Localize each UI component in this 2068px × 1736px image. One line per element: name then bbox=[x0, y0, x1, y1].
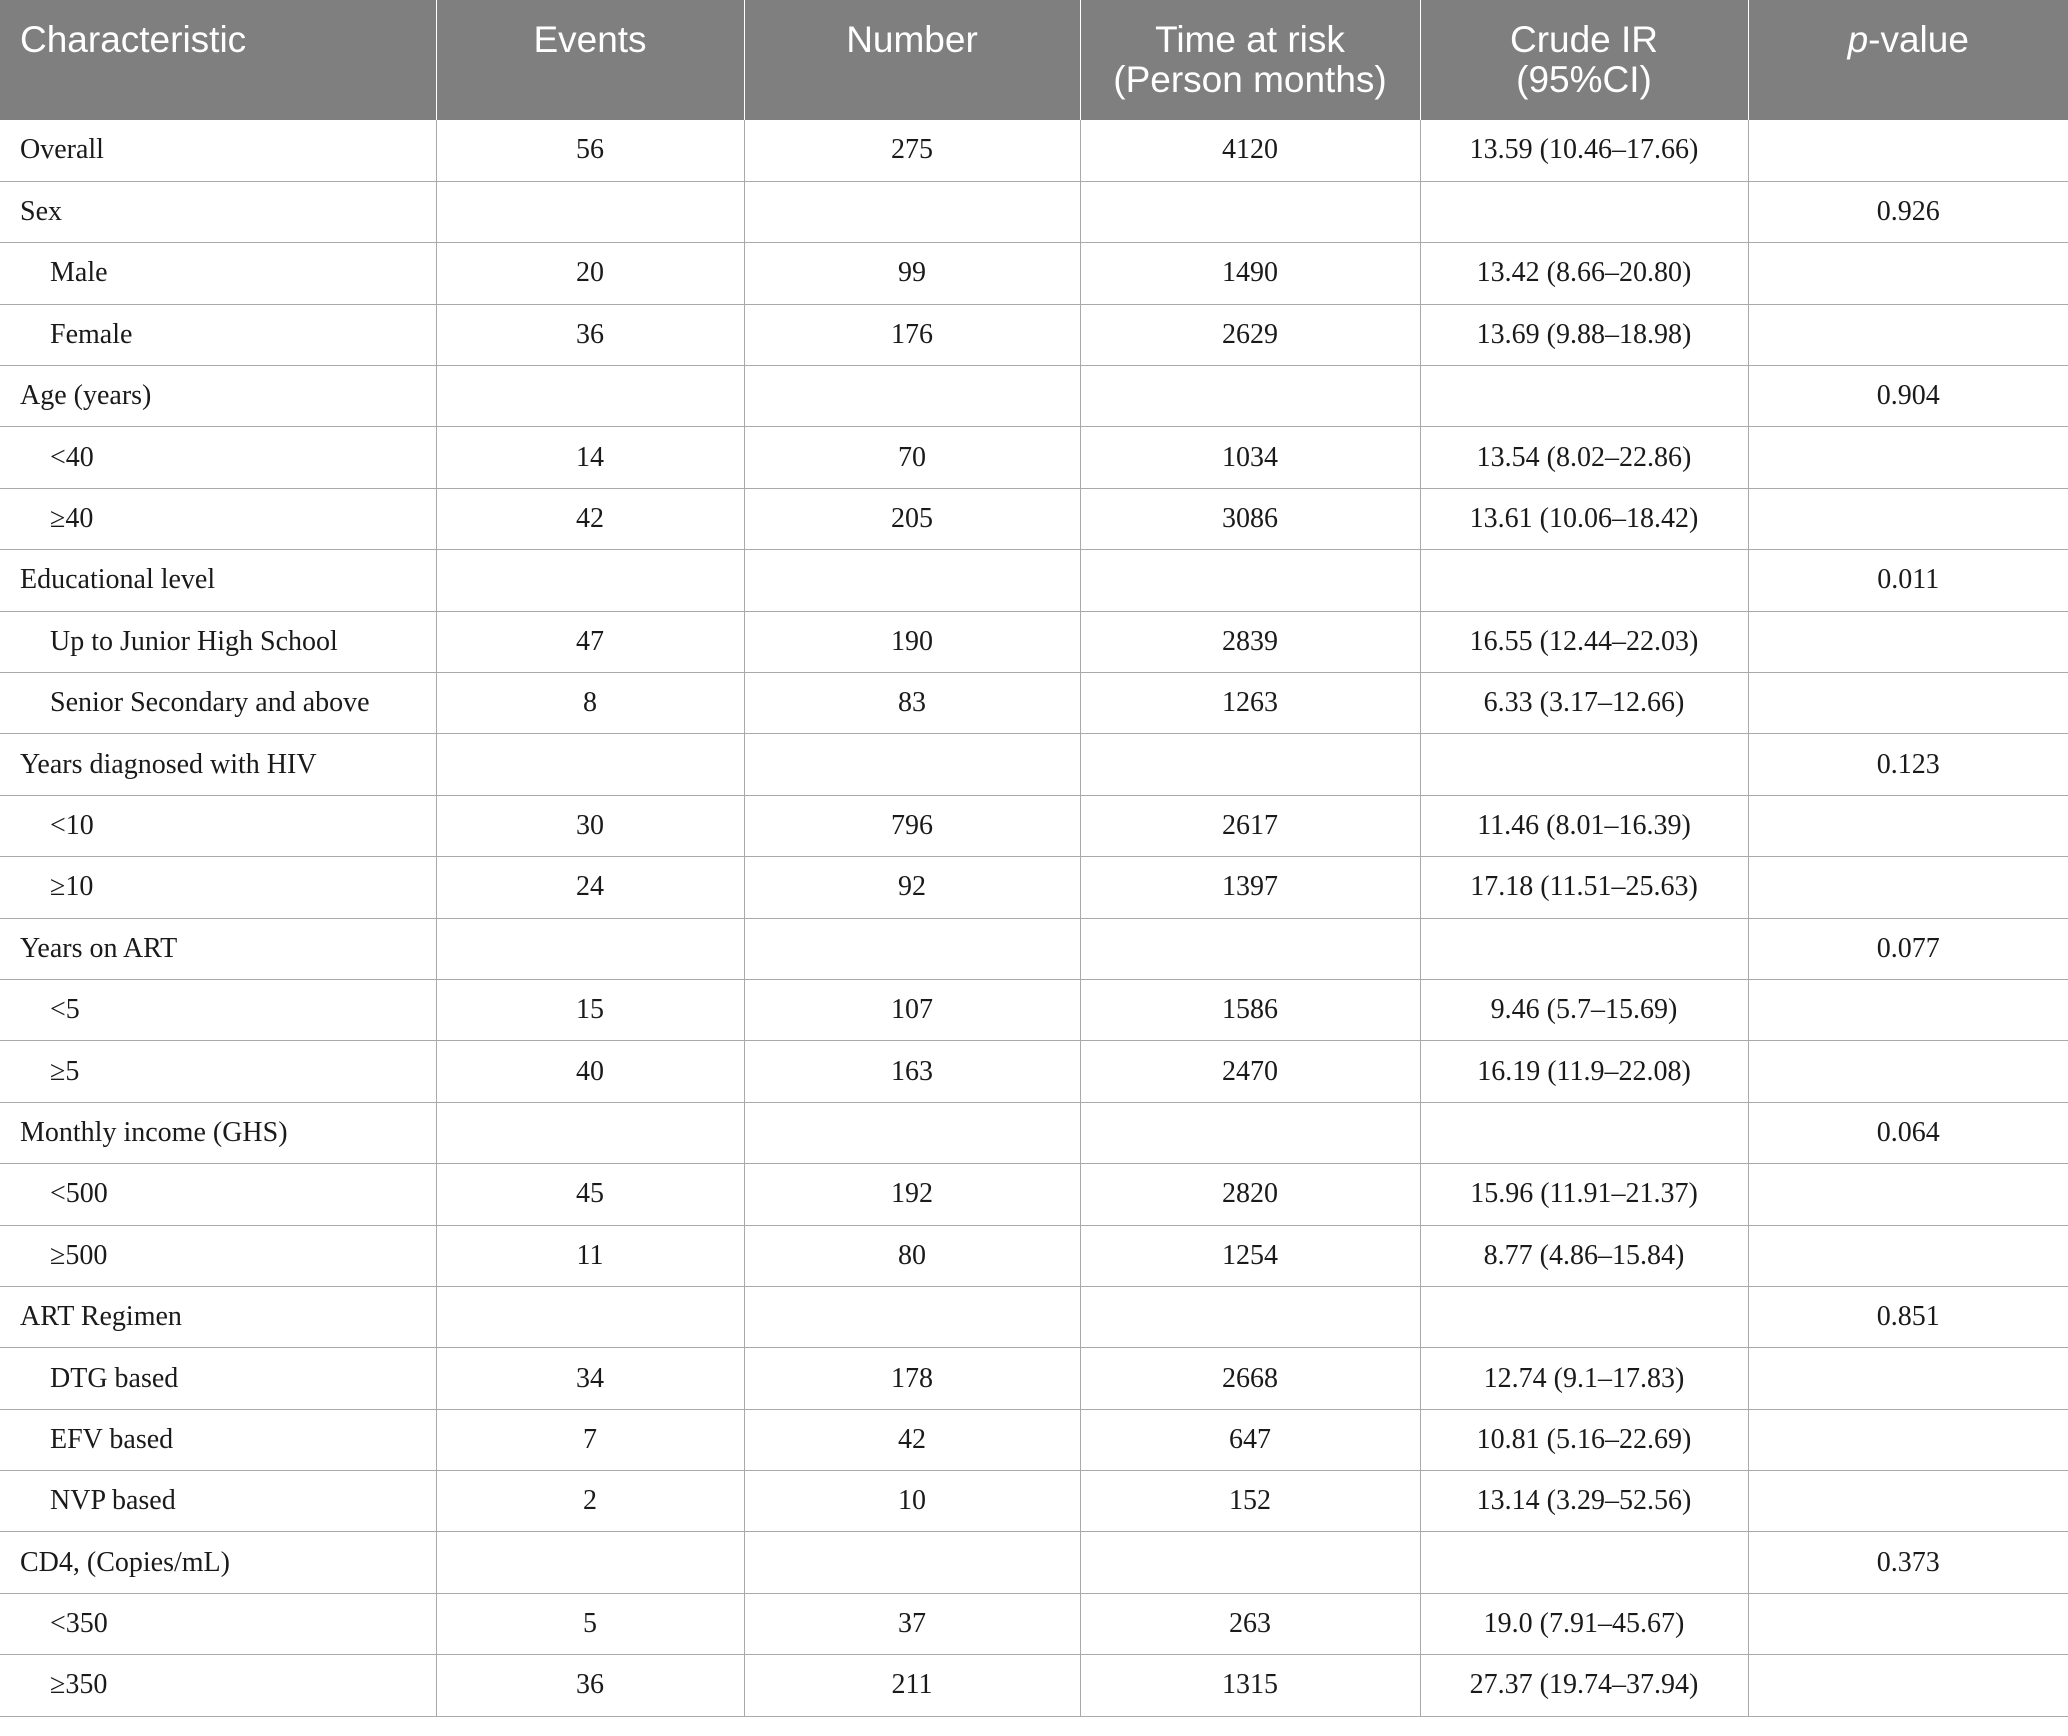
events-cell bbox=[436, 734, 744, 795]
row-label: ≥350 bbox=[0, 1655, 436, 1716]
table-row bbox=[0, 673, 2068, 734]
p-value-cell: 0.064 bbox=[1748, 1102, 2068, 1163]
row-label: <500 bbox=[0, 1164, 436, 1225]
row-label: EFV based bbox=[0, 1409, 436, 1470]
number-cell: 80 bbox=[744, 1225, 1080, 1286]
table-row bbox=[0, 1409, 2068, 1470]
crude-ir-cell: 13.61 (10.06–18.42) bbox=[1420, 488, 1748, 549]
table-row bbox=[0, 1286, 2068, 1347]
number-cell: 163 bbox=[744, 1041, 1080, 1102]
table-header bbox=[0, 0, 2068, 120]
events-cell bbox=[436, 1286, 744, 1347]
table-row bbox=[0, 857, 2068, 918]
events-cell: 40 bbox=[436, 1041, 744, 1102]
row-label: ≥10 bbox=[0, 857, 436, 918]
table-row bbox=[0, 1655, 2068, 1716]
crude-ir-cell bbox=[1420, 1286, 1748, 1347]
row-label: Male bbox=[0, 243, 436, 304]
events-cell: 56 bbox=[436, 120, 744, 181]
row-label: ART Regimen bbox=[0, 1286, 436, 1347]
crude-ir-cell: 16.19 (11.9–22.08) bbox=[1420, 1041, 1748, 1102]
row-label: Years diagnosed with HIV bbox=[0, 734, 436, 795]
number-cell: 107 bbox=[744, 979, 1080, 1040]
time-at-risk-cell: 1397 bbox=[1080, 857, 1420, 918]
events-cell: 7 bbox=[436, 1409, 744, 1470]
number-cell: 42 bbox=[744, 1409, 1080, 1470]
time-at-risk-cell: 1034 bbox=[1080, 427, 1420, 488]
number-cell: 37 bbox=[744, 1593, 1080, 1654]
row-label: Senior Secondary and above bbox=[0, 673, 436, 734]
p-value-cell bbox=[1748, 611, 2068, 672]
row-label: CD4, (Copies/mL) bbox=[0, 1532, 436, 1593]
header-number: Number bbox=[744, 0, 1080, 120]
time-at-risk-cell: 1315 bbox=[1080, 1655, 1420, 1716]
row-label: Age (years) bbox=[0, 366, 436, 427]
row-label: NVP based bbox=[0, 1471, 436, 1532]
table-row bbox=[0, 1532, 2068, 1593]
time-at-risk-cell: 152 bbox=[1080, 1471, 1420, 1532]
events-cell: 45 bbox=[436, 1164, 744, 1225]
number-cell: 205 bbox=[744, 488, 1080, 549]
row-label: DTG based bbox=[0, 1348, 436, 1409]
p-value-cell bbox=[1748, 1471, 2068, 1532]
time-at-risk-cell: 1586 bbox=[1080, 979, 1420, 1040]
p-value-cell bbox=[1748, 979, 2068, 1040]
p-value-cell: 0.904 bbox=[1748, 366, 2068, 427]
number-cell: 83 bbox=[744, 673, 1080, 734]
time-at-risk-cell: 647 bbox=[1080, 1409, 1420, 1470]
table-row bbox=[0, 918, 2068, 979]
table-row bbox=[0, 1593, 2068, 1654]
table-row bbox=[0, 795, 2068, 856]
number-cell: 796 bbox=[744, 795, 1080, 856]
table-row bbox=[0, 734, 2068, 795]
number-cell bbox=[744, 1286, 1080, 1347]
p-value-cell: 0.011 bbox=[1748, 550, 2068, 611]
table-row bbox=[0, 1041, 2068, 1102]
p-value-cell: 0.926 bbox=[1748, 181, 2068, 242]
events-cell bbox=[436, 550, 744, 611]
row-label: <40 bbox=[0, 427, 436, 488]
header-time-at-risk: Time at risk (Person months) bbox=[1080, 0, 1420, 120]
crude-ir-cell bbox=[1420, 918, 1748, 979]
events-cell: 14 bbox=[436, 427, 744, 488]
events-cell: 11 bbox=[436, 1225, 744, 1286]
events-cell: 5 bbox=[436, 1593, 744, 1654]
events-cell: 30 bbox=[436, 795, 744, 856]
time-at-risk-cell: 1254 bbox=[1080, 1225, 1420, 1286]
time-at-risk-cell: 2668 bbox=[1080, 1348, 1420, 1409]
number-cell: 176 bbox=[744, 304, 1080, 365]
crude-ir-cell: 17.18 (11.51–25.63) bbox=[1420, 857, 1748, 918]
p-value-cell bbox=[1748, 1225, 2068, 1286]
number-cell bbox=[744, 550, 1080, 611]
crude-ir-cell: 13.42 (8.66–20.80) bbox=[1420, 243, 1748, 304]
row-label: <350 bbox=[0, 1593, 436, 1654]
number-cell bbox=[744, 181, 1080, 242]
p-value-cell bbox=[1748, 1409, 2068, 1470]
events-cell bbox=[436, 1102, 744, 1163]
header-crude-ir: Crude IR (95%CI) bbox=[1420, 0, 1748, 120]
table-row bbox=[0, 366, 2068, 427]
number-cell: 92 bbox=[744, 857, 1080, 918]
number-cell: 70 bbox=[744, 427, 1080, 488]
p-value-cell bbox=[1748, 857, 2068, 918]
number-cell bbox=[744, 918, 1080, 979]
row-label: <10 bbox=[0, 795, 436, 856]
number-cell: 190 bbox=[744, 611, 1080, 672]
time-at-risk-cell: 263 bbox=[1080, 1593, 1420, 1654]
row-label: Up to Junior High School bbox=[0, 611, 436, 672]
crude-ir-cell: 13.69 (9.88–18.98) bbox=[1420, 304, 1748, 365]
table-row bbox=[0, 427, 2068, 488]
events-cell: 42 bbox=[436, 488, 744, 549]
header-row bbox=[0, 0, 2068, 120]
header-p-italic: p bbox=[1847, 19, 1869, 60]
number-cell: 10 bbox=[744, 1471, 1080, 1532]
events-cell: 8 bbox=[436, 673, 744, 734]
header-characteristic: Characteristic bbox=[0, 0, 436, 120]
p-value-cell: 0.077 bbox=[1748, 918, 2068, 979]
header-p-suffix: -value bbox=[1868, 19, 1969, 60]
p-value-cell bbox=[1748, 1655, 2068, 1716]
events-cell: 24 bbox=[436, 857, 744, 918]
row-label: Sex bbox=[0, 181, 436, 242]
crude-ir-cell: 8.77 (4.86–15.84) bbox=[1420, 1225, 1748, 1286]
number-cell: 178 bbox=[744, 1348, 1080, 1409]
header-events: Events bbox=[436, 0, 744, 120]
number-cell bbox=[744, 1532, 1080, 1593]
crude-ir-cell: 9.46 (5.7–15.69) bbox=[1420, 979, 1748, 1040]
p-value-cell bbox=[1748, 1041, 2068, 1102]
events-cell bbox=[436, 918, 744, 979]
table-row bbox=[0, 181, 2068, 242]
number-cell: 275 bbox=[744, 120, 1080, 181]
crude-ir-cell: 13.14 (3.29–52.56) bbox=[1420, 1471, 1748, 1532]
events-cell: 34 bbox=[436, 1348, 744, 1409]
number-cell bbox=[744, 734, 1080, 795]
time-at-risk-cell: 1490 bbox=[1080, 243, 1420, 304]
time-at-risk-cell bbox=[1080, 1286, 1420, 1347]
crude-ir-cell bbox=[1420, 181, 1748, 242]
p-value-cell bbox=[1748, 1164, 2068, 1225]
time-at-risk-cell: 2629 bbox=[1080, 304, 1420, 365]
crude-ir-cell: 10.81 (5.16–22.69) bbox=[1420, 1409, 1748, 1470]
time-at-risk-cell: 2470 bbox=[1080, 1041, 1420, 1102]
p-value-cell bbox=[1748, 427, 2068, 488]
number-cell bbox=[744, 1102, 1080, 1163]
events-cell: 15 bbox=[436, 979, 744, 1040]
row-label: ≥5 bbox=[0, 1041, 436, 1102]
number-cell: 192 bbox=[744, 1164, 1080, 1225]
crude-ir-cell: 6.33 (3.17–12.66) bbox=[1420, 673, 1748, 734]
time-at-risk-cell bbox=[1080, 1102, 1420, 1163]
events-cell: 36 bbox=[436, 304, 744, 365]
table-row bbox=[0, 243, 2068, 304]
p-value-cell bbox=[1748, 488, 2068, 549]
events-cell: 20 bbox=[436, 243, 744, 304]
row-label: <5 bbox=[0, 979, 436, 1040]
time-at-risk-cell: 2839 bbox=[1080, 611, 1420, 672]
crude-ir-cell: 12.74 (9.1–17.83) bbox=[1420, 1348, 1748, 1409]
events-cell: 47 bbox=[436, 611, 744, 672]
time-at-risk-cell bbox=[1080, 181, 1420, 242]
p-value-cell bbox=[1748, 120, 2068, 181]
table-row bbox=[0, 1164, 2068, 1225]
number-cell: 211 bbox=[744, 1655, 1080, 1716]
events-cell: 2 bbox=[436, 1471, 744, 1532]
time-at-risk-cell: 1263 bbox=[1080, 673, 1420, 734]
table-row bbox=[0, 1348, 2068, 1409]
p-value-cell: 0.123 bbox=[1748, 734, 2068, 795]
row-label: ≥500 bbox=[0, 1225, 436, 1286]
time-at-risk-cell: 2820 bbox=[1080, 1164, 1420, 1225]
events-cell bbox=[436, 366, 744, 427]
row-label: Overall bbox=[0, 120, 436, 181]
crude-ir-cell: 13.59 (10.46–17.66) bbox=[1420, 120, 1748, 181]
p-value-cell bbox=[1748, 1348, 2068, 1409]
crude-ir-cell bbox=[1420, 550, 1748, 611]
header-p-value bbox=[1748, 0, 2068, 120]
time-at-risk-cell: 3086 bbox=[1080, 488, 1420, 549]
table-row bbox=[0, 1471, 2068, 1532]
time-at-risk-cell bbox=[1080, 550, 1420, 611]
table-row bbox=[0, 1225, 2068, 1286]
crude-ir-cell bbox=[1420, 1102, 1748, 1163]
crude-ir-cell: 16.55 (12.44–22.03) bbox=[1420, 611, 1748, 672]
crude-ir-cell: 27.37 (19.74–37.94) bbox=[1420, 1655, 1748, 1716]
table-row bbox=[0, 979, 2068, 1040]
time-at-risk-cell bbox=[1080, 918, 1420, 979]
crude-ir-cell bbox=[1420, 734, 1748, 795]
row-label: Years on ART bbox=[0, 918, 436, 979]
number-cell bbox=[744, 366, 1080, 427]
p-value-cell bbox=[1748, 673, 2068, 734]
table-row bbox=[0, 611, 2068, 672]
time-at-risk-cell: 4120 bbox=[1080, 120, 1420, 181]
table-row bbox=[0, 1102, 2068, 1163]
p-value-cell bbox=[1748, 243, 2068, 304]
events-cell bbox=[436, 181, 744, 242]
p-value-cell: 0.851 bbox=[1748, 1286, 2068, 1347]
row-label: Educational level bbox=[0, 550, 436, 611]
time-at-risk-cell bbox=[1080, 1532, 1420, 1593]
table-row bbox=[0, 120, 2068, 181]
time-at-risk-cell: 2617 bbox=[1080, 795, 1420, 856]
row-label: ≥40 bbox=[0, 488, 436, 549]
row-label: Female bbox=[0, 304, 436, 365]
crude-ir-cell: 19.0 (7.91–45.67) bbox=[1420, 1593, 1748, 1654]
crude-ir-cell: 15.96 (11.91–21.37) bbox=[1420, 1164, 1748, 1225]
crude-ir-cell: 13.54 (8.02–22.86) bbox=[1420, 427, 1748, 488]
p-value-cell bbox=[1748, 1593, 2068, 1654]
table-body bbox=[0, 120, 2068, 1716]
crude-ir-cell bbox=[1420, 366, 1748, 427]
events-cell: 36 bbox=[436, 1655, 744, 1716]
number-cell: 99 bbox=[744, 243, 1080, 304]
time-at-risk-cell bbox=[1080, 734, 1420, 795]
p-value-cell bbox=[1748, 795, 2068, 856]
table-row bbox=[0, 550, 2068, 611]
crude-ir-cell: 11.46 (8.01–16.39) bbox=[1420, 795, 1748, 856]
crude-ir-cell bbox=[1420, 1532, 1748, 1593]
events-cell bbox=[436, 1532, 744, 1593]
p-value-cell bbox=[1748, 304, 2068, 365]
p-value-cell: 0.373 bbox=[1748, 1532, 2068, 1593]
time-at-risk-cell bbox=[1080, 366, 1420, 427]
table-row bbox=[0, 304, 2068, 365]
row-label: Monthly income (GHS) bbox=[0, 1102, 436, 1163]
table-row bbox=[0, 488, 2068, 549]
